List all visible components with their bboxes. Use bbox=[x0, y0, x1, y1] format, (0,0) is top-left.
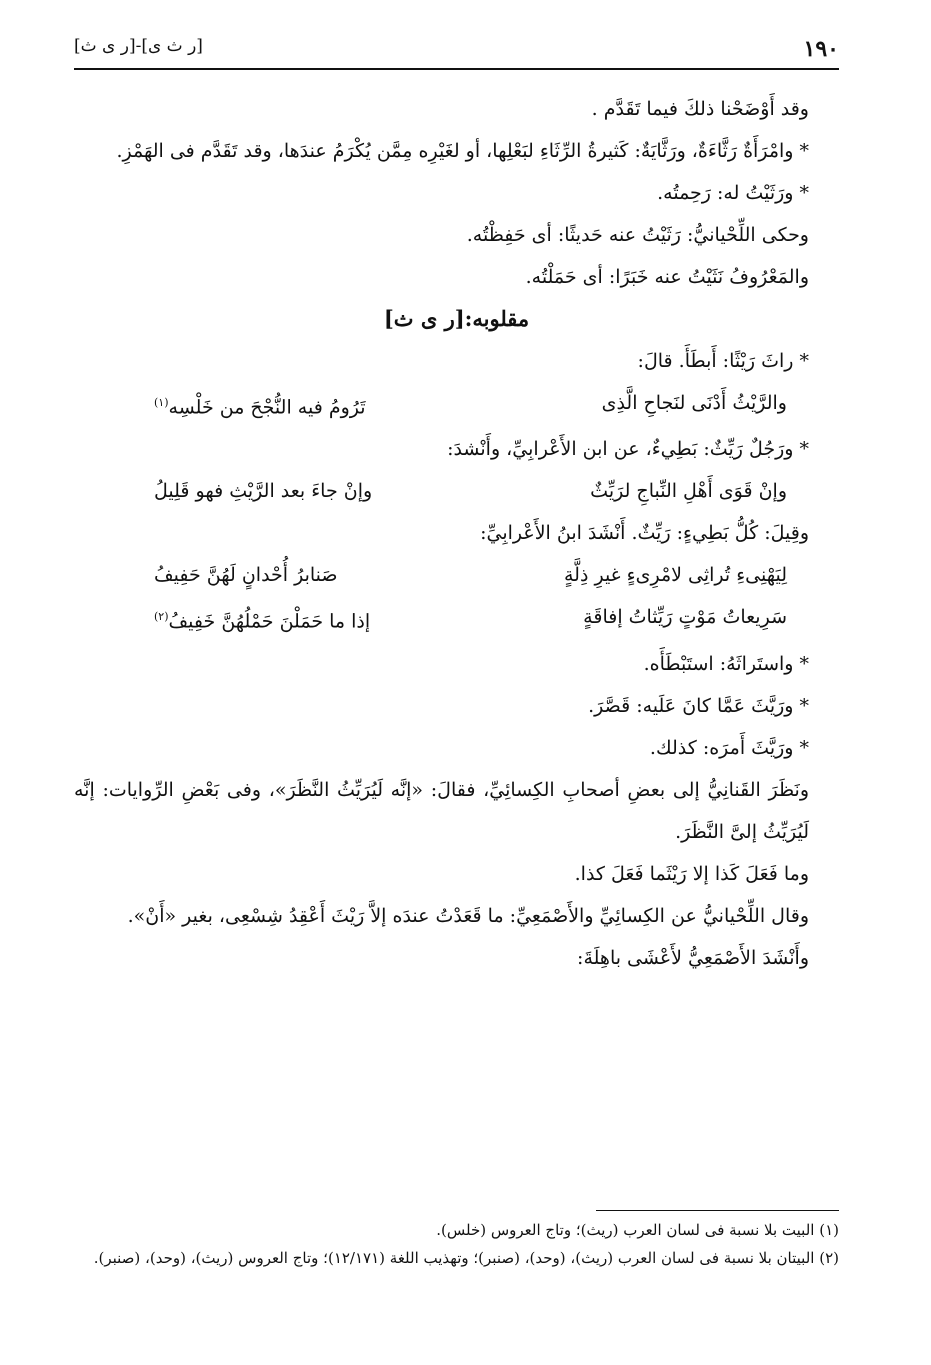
verse-text: إذا ما حَمَلْنَ حَمْلُهُنَّ خَفِيفُ bbox=[168, 610, 371, 633]
text-line: وحكى اللِّحْيانيُّ: رَثَيْتُ عنه حَديثًا: أى حَفِظْتُه. bbox=[466, 224, 809, 246]
text-line: وما فَعَلَ كَذا إلا رَيْثَما فَعَلَ كذا. bbox=[574, 862, 809, 885]
main-text bbox=[74, 88, 839, 979]
verse-line bbox=[74, 470, 839, 512]
verse-hemistich-first: والرَّيْثُ أَدْنَى لنَجاحِ الَّذِى bbox=[601, 392, 787, 414]
section-heading: مقلوبه:[ر ى ث] bbox=[383, 306, 530, 331]
footnote: (٢) البيتان بلا نسبة فى لسان العرب (ريث)، (وحد)، (صنبر)؛ وتهذيب اللغة (١٢/١٧١)؛ وتاج العروس (ريث)، (وحد)، (صنبر). bbox=[93, 1249, 839, 1267]
verse-line bbox=[74, 596, 839, 642]
footnote: (١) البيت بلا نسبة فى لسان العرب (ريث)؛ وتاج العروس (خلس). bbox=[436, 1221, 839, 1239]
footnote-marker: (١) bbox=[154, 396, 169, 409]
page-header bbox=[74, 30, 839, 70]
verse-text: تَرُومُ فيه النُّجْحَ من خَلْسِه bbox=[168, 396, 366, 419]
text-line: * ورَيَّثَ أَمرَه: كذلك. bbox=[649, 736, 809, 759]
footnotes bbox=[70, 1216, 839, 1272]
verse-hemistich-first: وإنْ قَوَى أَهْلِ النِّباجِ لرَيِّثٌ bbox=[590, 480, 787, 503]
verse-hemistich-second: صَنابرُ أُحْدانٍ لَهُنَّ حَفِيفُ bbox=[154, 564, 338, 587]
text-line: * واستَراثَهُ: استَبْطَأَه. bbox=[643, 652, 809, 675]
text-paragraph: ونَظَرَ القَنانِيُّ إلى بعضِ أصحابِ الكِسائِيِّ، فقالَ: «إنَّه لَيُرَيِّثُ النَّظَرَ»، وفى بَعْضِ الرِّوايات: إنَّه لَيُرَيِّثُ إلىَّ النَّظَرَ. bbox=[74, 778, 809, 843]
footnote-marker: (٢) bbox=[154, 610, 169, 624]
verse-hemistich-second bbox=[154, 382, 366, 428]
text-line: وقِيلَ: كُلُّ بَطِيءٍ: رَيِّثٌ. أَنْشَدَ ابنُ الأَعْرابِيِّ: bbox=[480, 522, 809, 545]
text-line: * ورَجُلٌ رَيِّثٌ: بَطِيءٌ، عن ابن الأَعْرابِيِّ، وأَنْشدَ: bbox=[447, 438, 809, 461]
text-line: والمَعْرُوفُ نَثَيْتُ عنه خَبَرًا: أى حَمَلْتُه. bbox=[525, 266, 809, 288]
verse-hemistich-second: وإنْ جاءَ بعد الرَّيْثِ فهو قَلِيلُ bbox=[154, 480, 373, 503]
verse-line bbox=[74, 382, 839, 428]
verse-hemistich-first: لِيَهْنِىءِ تُراثِى لامْرِىءٍ غيرِ ذِلَّةٍ bbox=[563, 564, 787, 587]
verse-hemistich-second bbox=[154, 596, 370, 642]
text-paragraph: وقال اللِّحْيانيُّ عن الكِسائِيِّ والأَصْمَعِيِّ: ما قَعَدْتُ عندَه إلاَّ رَيْثَ أَعْقِدُ شِسْعِى، بغير «أَنْ». bbox=[127, 904, 809, 927]
text-line: * ورَيَّثَ عَمَّا كانَ عَلَيه: قَصَّرَ. bbox=[588, 694, 809, 717]
text-line: * ورَثَيْتُ له: رَحِمتُه. bbox=[657, 182, 809, 204]
verse-hemistich-first: سَرِيعاتُ مَوْتٍ رَيِّثاتُ إفاقَةٍ bbox=[583, 606, 787, 629]
text-line: وأَنْشَدَ الأَصْمَعِيُّ لأَعْشَى باهِلَةَ: bbox=[577, 946, 809, 969]
footnote-divider bbox=[596, 1210, 839, 1211]
text-line: * راثَ رَيْثًا: أَبطَأَ. قالَ: bbox=[637, 350, 809, 372]
running-head: [ر ث ى]-[ر ى ث] bbox=[74, 36, 203, 56]
text-line: وقد أَوْضَحْنا ذلكَ فيما تَقَدَّم . bbox=[591, 98, 809, 120]
page-number: ١٩٠ bbox=[803, 36, 839, 62]
verse-line bbox=[74, 554, 839, 596]
text-paragraph: * وامْرَأَةٌ رَثَّاءَةٌ، ورَثَّايَةٌ: كَثيرةُ الرِّثَاءِ لبَعْلِها، أو لغَيْرِه مِمَّن يُكْرَمُ عندَها، وقد تَقَدَّم فى الهَمْزِ. bbox=[116, 140, 809, 162]
